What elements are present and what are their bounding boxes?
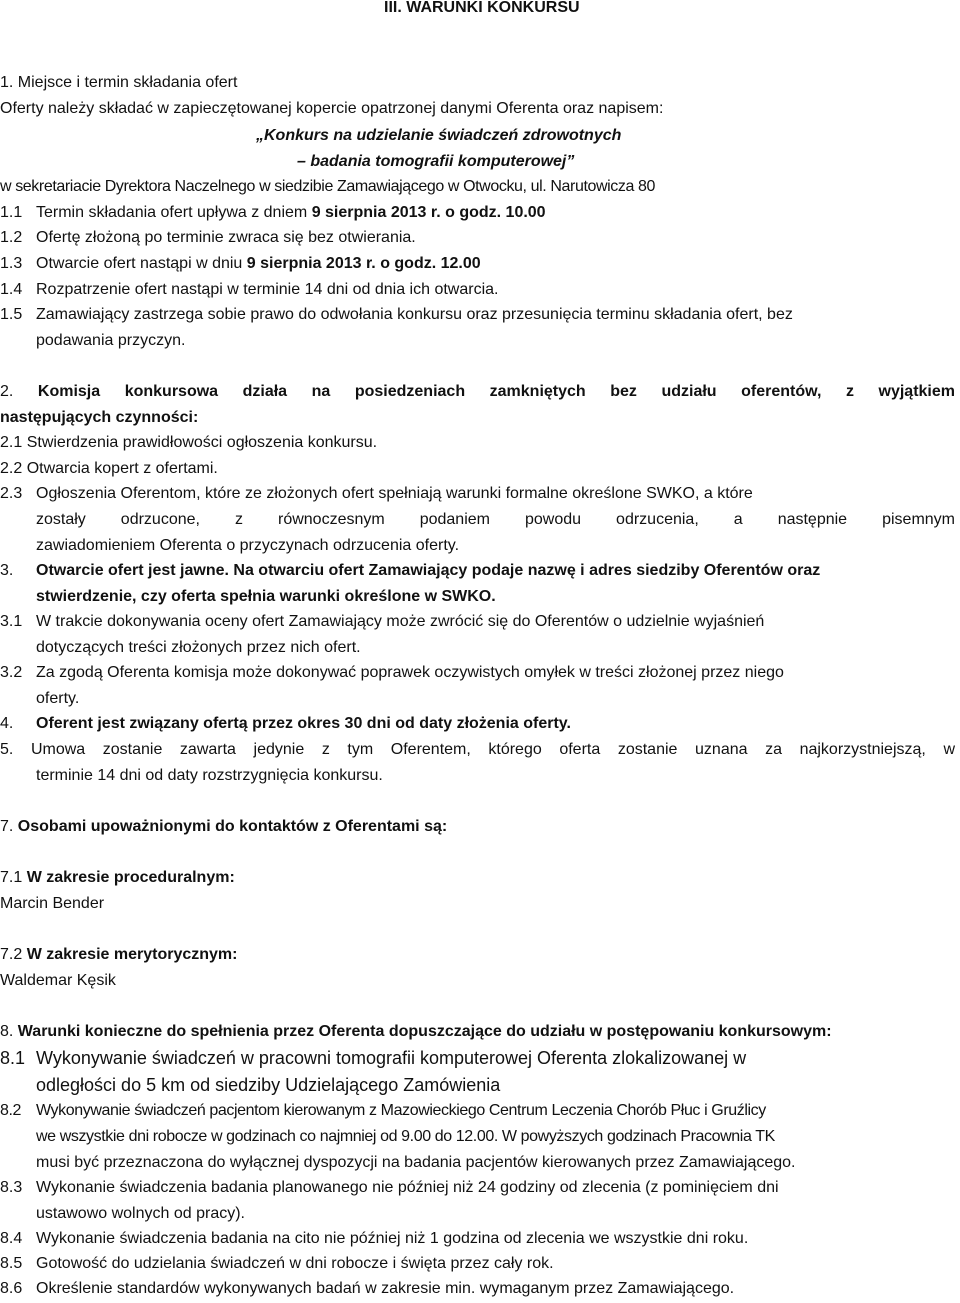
section-8-heading <box>0 1024 832 1040</box>
section-number: 7. <box>0 818 14 835</box>
item-number: 8.4 <box>0 1230 23 1247</box>
item-number: 1.1 <box>0 204 23 221</box>
item-text: Określenie standardów wykonywanych badań w zakresie min. wymaganym przez Zamawiającego. <box>36 1280 735 1297</box>
section-text: Warunki konieczne do spełnienia przez Oferenta dopuszczające do udziału w postępowaniu konkursowym: <box>17 1023 832 1040</box>
item-text: W zakresie proceduralnym: <box>26 869 235 886</box>
section-7-heading <box>0 819 447 835</box>
item-8-4 <box>0 1231 748 1247</box>
item-text: Otwarcia kopert z ofertami. <box>26 460 218 477</box>
item-number: 2.3 <box>0 485 23 502</box>
item-date: 9 sierpnia 2013 r. o godz. 12.00 <box>246 255 481 272</box>
section-number: 2. <box>0 383 14 400</box>
section-text: Osobami upoważnionymi do kontaktów z Oferentami są: <box>17 818 448 835</box>
section-2-heading <box>0 384 955 400</box>
item-8-5 <box>0 1256 554 1272</box>
section-5 <box>0 742 955 758</box>
section-number: 5. <box>0 741 14 758</box>
item-2-3-cont-2: zawiadomieniem Oferenta o przyczynach odrzucenia oferty. <box>36 537 460 554</box>
item-number: 8.2 <box>0 1102 22 1119</box>
item-number: 1.5 <box>0 306 23 323</box>
item-2-3 <box>0 486 753 502</box>
item-text: Ofertę złożoną po terminie zwraca się bez otwierania. <box>36 229 416 246</box>
section-1-quote-line-2: – badania tomografii komputerowej” <box>297 153 575 170</box>
item-text: Termin składania ofert upływa z dniem <box>36 204 312 221</box>
section-number: 4. <box>0 715 14 732</box>
item-3-1 <box>0 614 764 630</box>
item-2-1 <box>0 435 377 451</box>
item-number: 7.2 <box>0 946 23 963</box>
item-number: 8.3 <box>0 1179 23 1196</box>
item-number: 7.1 <box>0 869 23 886</box>
item-text: Wykonanie świadczenia badania na cito nie później niż 1 godzina od zlecenia we wszystkie dni roku. <box>36 1230 749 1247</box>
section-1-intro: Oferty należy składać w zapieczętowanej kopercie opatrzonej danymi Oferenta oraz napisem: <box>0 100 664 117</box>
contact-name-substantive: Waldemar Kęsik <box>0 972 116 989</box>
item-text: Za zgodą Oferenta komisja może dokonywać poprawek oczywistych omyłek w treści złożonej przez niego <box>36 664 784 681</box>
item-text: Gotowość do udzielania świadczeń w dni robocze i święta przez cały rok. <box>36 1255 554 1272</box>
section-number: 3. <box>0 562 14 579</box>
item-3-1-cont: dotyczących treści złożonych przez nich ofert. <box>36 639 361 656</box>
page-title: III. WARUNKI KONKURSU <box>384 0 580 16</box>
item-7-2 <box>0 947 237 963</box>
section-3-heading <box>0 563 820 579</box>
item-2-2 <box>0 461 218 477</box>
item-3-2 <box>0 665 784 681</box>
item-text: Wykonanie świadczenia badania planowanego nie później niż 24 godziny od zlecenia (z pominięciem dni <box>36 1179 779 1196</box>
section-text: Oferent jest związany ofertą przez okres 30 dni od daty złożenia oferty. <box>36 715 571 732</box>
item-number: 8.6 <box>0 1280 23 1297</box>
item-3-2-cont: oferty. <box>36 690 80 707</box>
item-1-4 <box>0 282 498 298</box>
item-text: Rozpatrzenie ofert nastąpi w terminie 14 dni od dnia ich otwarcia. <box>36 281 499 298</box>
item-text: Wykonywanie świadczeń w pracowni tomografii komputerowej Oferenta zlokalizowanej w <box>36 1048 747 1068</box>
item-number: 8.1 <box>0 1048 26 1068</box>
item-text: Zamawiający zastrzega sobie prawo do odwołania konkursu oraz przesunięcia terminu składania ofert, bez <box>36 306 793 323</box>
item-number: 2.2 <box>0 460 23 477</box>
item-number: 1.3 <box>0 255 23 272</box>
item-7-1 <box>0 870 235 886</box>
item-number: 3.2 <box>0 664 23 681</box>
item-8-2 <box>0 1103 766 1119</box>
item-date: 9 sierpnia 2013 r. o godz. 10.00 <box>311 204 546 221</box>
item-8-6 <box>0 1281 734 1297</box>
section-4 <box>0 716 571 732</box>
item-1-1 <box>0 205 546 221</box>
item-1-5-cont: podawania przyczyn. <box>36 332 186 349</box>
item-8-2-cont-1: we wszystkie dni robocze w godzinach co najmniej od 9.00 do 12.00. W powyższych godzinach Pracownia TK <box>36 1128 775 1145</box>
item-2-3-cont-1: zostały odrzucone, z równoczesnym podaniem powodu odrzucenia, a następnie pisemnym <box>36 511 955 528</box>
item-text: W zakresie merytorycznym: <box>26 946 238 963</box>
item-8-2-cont-2: musi być przeznaczona do wyłącznej dyspozycji na badania pacjentów kierowanych przez Zamawiającego. <box>36 1154 796 1171</box>
item-8-3 <box>0 1180 779 1196</box>
item-text: Ogłoszenia Oferentom, które ze złożonych ofert spełniają warunki formalne określone SWKO, a które <box>36 485 753 502</box>
item-number: 1.4 <box>0 281 23 298</box>
section-5-cont: terminie 14 dni od daty rozstrzygnięcia konkursu. <box>36 767 383 784</box>
item-text: Wykonywanie świadczeń pacjentom kierowanym z Mazowieckiego Centrum Leczenia Chorób Płuc i Gruźlicy <box>36 1102 766 1119</box>
item-8-1-cont: odległości do 5 km od siedziby Udzielającego Zamówienia <box>36 1075 501 1095</box>
item-8-1 <box>0 1049 746 1067</box>
section-text: Umowa zostanie zawarta jedynie z tym Oferentem, którego oferta zostanie uznana za najkorzystniejszą, w <box>30 741 955 758</box>
section-3-heading-cont: stwierdzenie, czy oferta spełnia warunki określone w SWKO. <box>36 588 496 605</box>
item-text: Stwierdzenia prawidłowości ogłoszenia konkursu. <box>26 434 378 451</box>
section-2-heading-cont: następujących czynności: <box>0 409 199 426</box>
section-1-address: w sekretariacie Dyrektora Naczelnego w siedzibie Zamawiającego w Otwocku, ul. Narutowicza 80 <box>0 178 656 195</box>
item-number: 8.5 <box>0 1255 23 1272</box>
item-text: Otwarcie ofert nastąpi w dniu <box>36 255 247 272</box>
section-text: Komisja konkursowa działa na posiedzeniach zamkniętych bez udziału oferentów, z wyjątkiem <box>37 383 955 400</box>
section-1-heading: 1. Miejsce i termin składania ofert <box>0 74 238 91</box>
item-1-2 <box>0 230 416 246</box>
item-number: 2.1 <box>0 434 23 451</box>
contact-name-procedural: Marcin Bender <box>0 895 105 912</box>
item-number: 1.2 <box>0 229 23 246</box>
item-number: 3.1 <box>0 613 23 630</box>
item-8-3-cont: ustawowo wolnych od pracy). <box>36 1205 245 1222</box>
section-number: 8. <box>0 1023 14 1040</box>
item-text: W trakcie dokonywania oceny ofert Zamawiający może zwrócić się do Oferentów o udzielnie wyjaśnień <box>36 613 765 630</box>
section-text: Otwarcie ofert jest jawne. Na otwarciu ofert Zamawiający podaje nazwę i adres siedziby Oferentów oraz <box>36 562 821 579</box>
section-1-quote-line-1: „Konkurs na udzielanie świadczeń zdrowotnych <box>256 127 622 144</box>
item-1-3 <box>0 256 481 272</box>
item-1-5 <box>0 307 793 323</box>
